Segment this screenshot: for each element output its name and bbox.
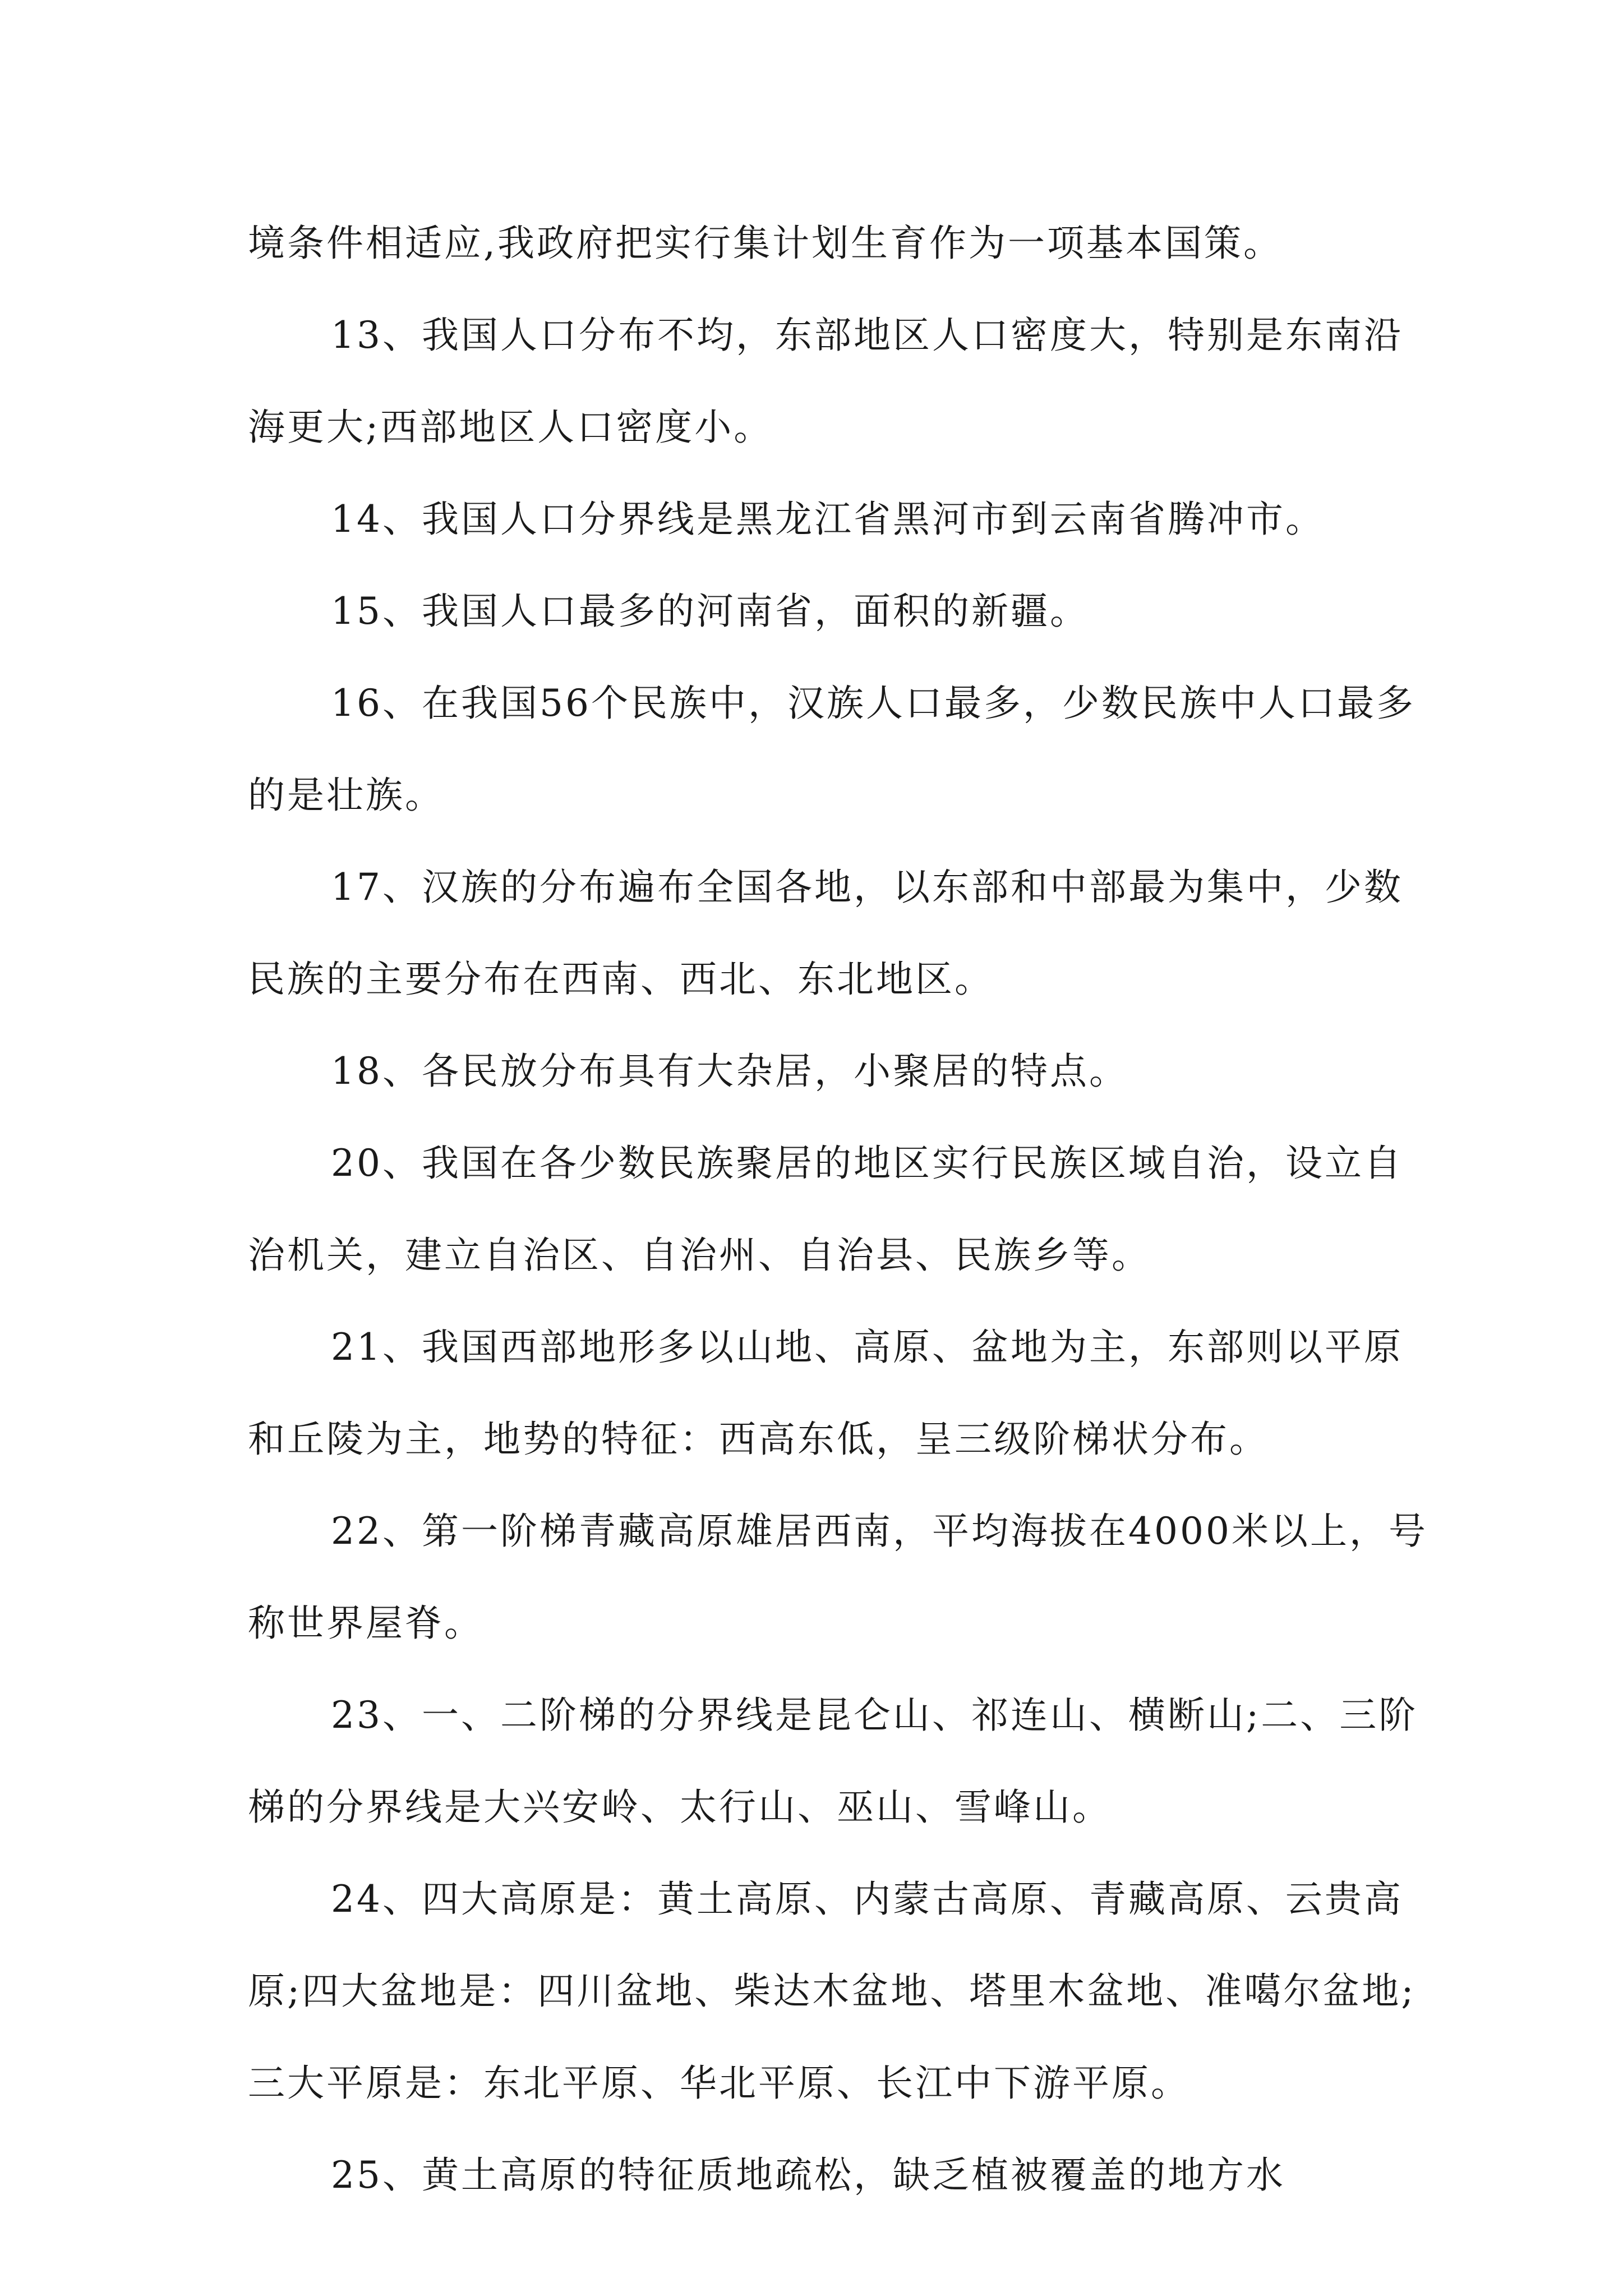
paragraph-continuation: 境条件相适应,我政府把实行集计划生育作为一项基本国策。 [248, 222, 1283, 265]
paragraph-item-25: 25、黄土高原的特征质地疏松，缺乏植被覆盖的地方水 [331, 2154, 1285, 2197]
paragraph-item-16: 16、在我国56个民族中，汉族人口最多，少数民族中人口最多的是壮族。 [248, 682, 1415, 817]
paragraph-item-13: 13、我国人口分布不均，东部地区人口密度大，特别是东南沿海更大;西部地区人口密度小。 [248, 314, 1403, 449]
paragraph-item-24: 24、四大高原是：黄土高原、内蒙古高原、青藏高原、云贵高原;四大盆地是：四川盆地、柴达木盆地、塔里木盆地、准噶尔盆地;三大平原是：东北平原、华北平原、长江中下游平原。 [248, 1878, 1416, 2105]
paragraph-item-18: 18、各民放分布具有大杂居，小聚居的特点。 [331, 1050, 1128, 1093]
paragraph-item-14: 14、我国人口分界线是黑龙江省黑河市到云南省腾冲市。 [331, 498, 1325, 541]
paragraph-item-23: 23、一、二阶梯的分界线是昆仑山、祁连山、横断山;二、三阶梯的分界线是大兴安岭、太行山、巫山、雪峰山。 [248, 1694, 1418, 1829]
paragraph-item-17: 17、汉族的分布遍布全国各地，以东部和中部最为集中，少数民族的主要分布在西南、西北、东北地区。 [248, 866, 1403, 1001]
document-body [248, 197, 1437, 2221]
paragraph-item-15: 15、我国人口最多的河南省，面积的新疆。 [331, 590, 1089, 633]
paragraph-item-20: 20、我国在各少数民族聚居的地区实行民族区域自治，设立自治机关，建立自治区、自治州、自治县、民族乡等。 [248, 1142, 1403, 1277]
paragraph-item-22: 22、第一阶梯青藏高原雄居西南，平均海拔在4000米以上，号称世界屋脊。 [248, 1510, 1428, 1645]
paragraph-item-21: 21、我国西部地形多以山地、高原、盆地为主，东部则以平原和丘陵为主，地势的特征：西高东低，呈三级阶梯状分布。 [248, 1326, 1403, 1461]
